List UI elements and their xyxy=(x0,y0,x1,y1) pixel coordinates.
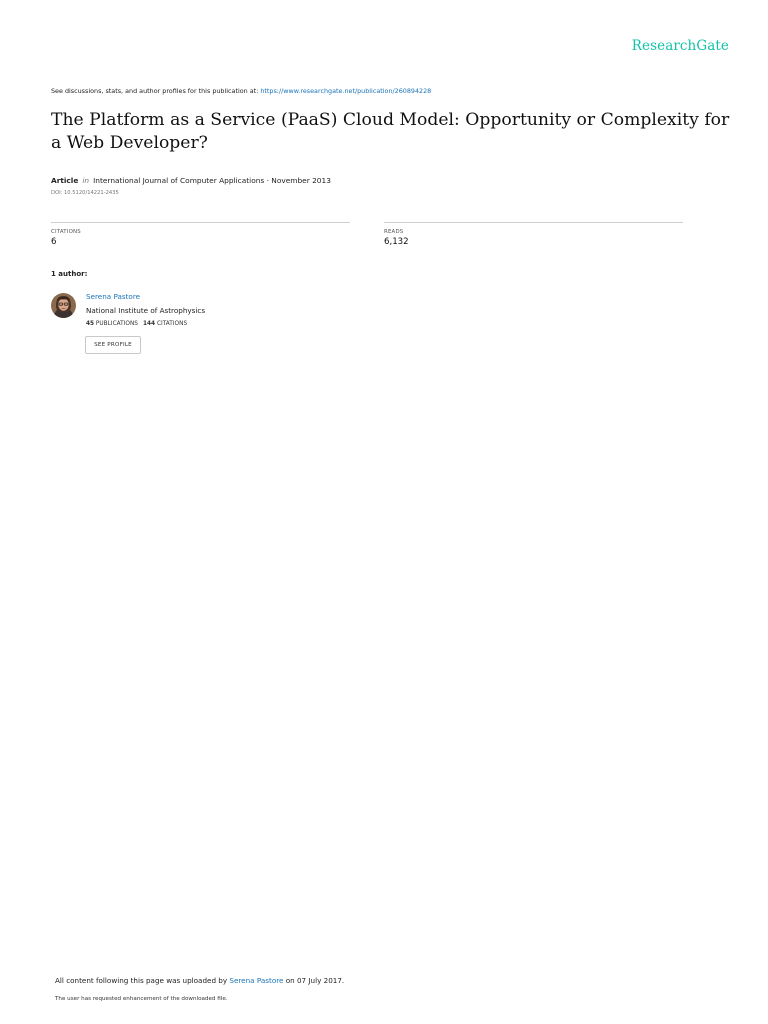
author-stats xyxy=(86,321,187,327)
reads-value: 6,132 xyxy=(384,237,409,247)
author-citations-count: 144 xyxy=(142,321,156,327)
publication-doi: DOI: 10.5120/14221-2435 xyxy=(51,190,119,196)
upload-suffix: on 07 July 2017. xyxy=(283,976,345,985)
author-avatar[interactable] xyxy=(51,293,76,318)
enhancement-note: The user has requested enhancement of the downloaded file. xyxy=(55,996,228,1002)
publication-url-link[interactable]: https://www.researchgate.net/publication/260894228 xyxy=(260,87,432,95)
upload-prefix: All content following this page was uploaded by xyxy=(55,976,230,985)
publications-label: PUBLICATIONS xyxy=(95,321,138,327)
upload-notice xyxy=(55,976,344,985)
publication-title: The Platform as a Service (PaaS) Cloud Model: Opportunity or Complexity for a Web Developer? xyxy=(51,110,730,153)
author-photo-icon xyxy=(51,293,76,318)
author-name-link[interactable]: Serena Pastore xyxy=(86,292,141,301)
reads-label: READS xyxy=(384,229,404,235)
author-citations-label: CITATIONS xyxy=(156,321,188,327)
journal-date: International Journal of Computer Applications · November 2013 xyxy=(93,176,331,185)
publication-meta xyxy=(51,176,331,185)
reads-stat xyxy=(384,222,683,247)
see-profile-button[interactable]: SEE PROFILE xyxy=(85,336,141,354)
in-word: in xyxy=(82,176,90,185)
publications-count: 45 xyxy=(86,321,95,327)
authors-heading: 1 author: xyxy=(51,270,88,278)
citations-stat xyxy=(51,222,350,247)
uploader-link[interactable]: Serena Pastore xyxy=(229,976,284,985)
citations-label: CITATIONS xyxy=(51,229,81,235)
publication-source-line xyxy=(51,87,431,95)
publication-type: Article xyxy=(51,176,79,185)
citations-value: 6 xyxy=(51,237,57,247)
researchgate-logo[interactable]: ResearchGate xyxy=(631,38,729,54)
author-institution: National Institute of Astrophysics xyxy=(86,306,206,315)
discuss-text: See discussions, stats, and author profiles for this publication at: xyxy=(51,87,261,95)
